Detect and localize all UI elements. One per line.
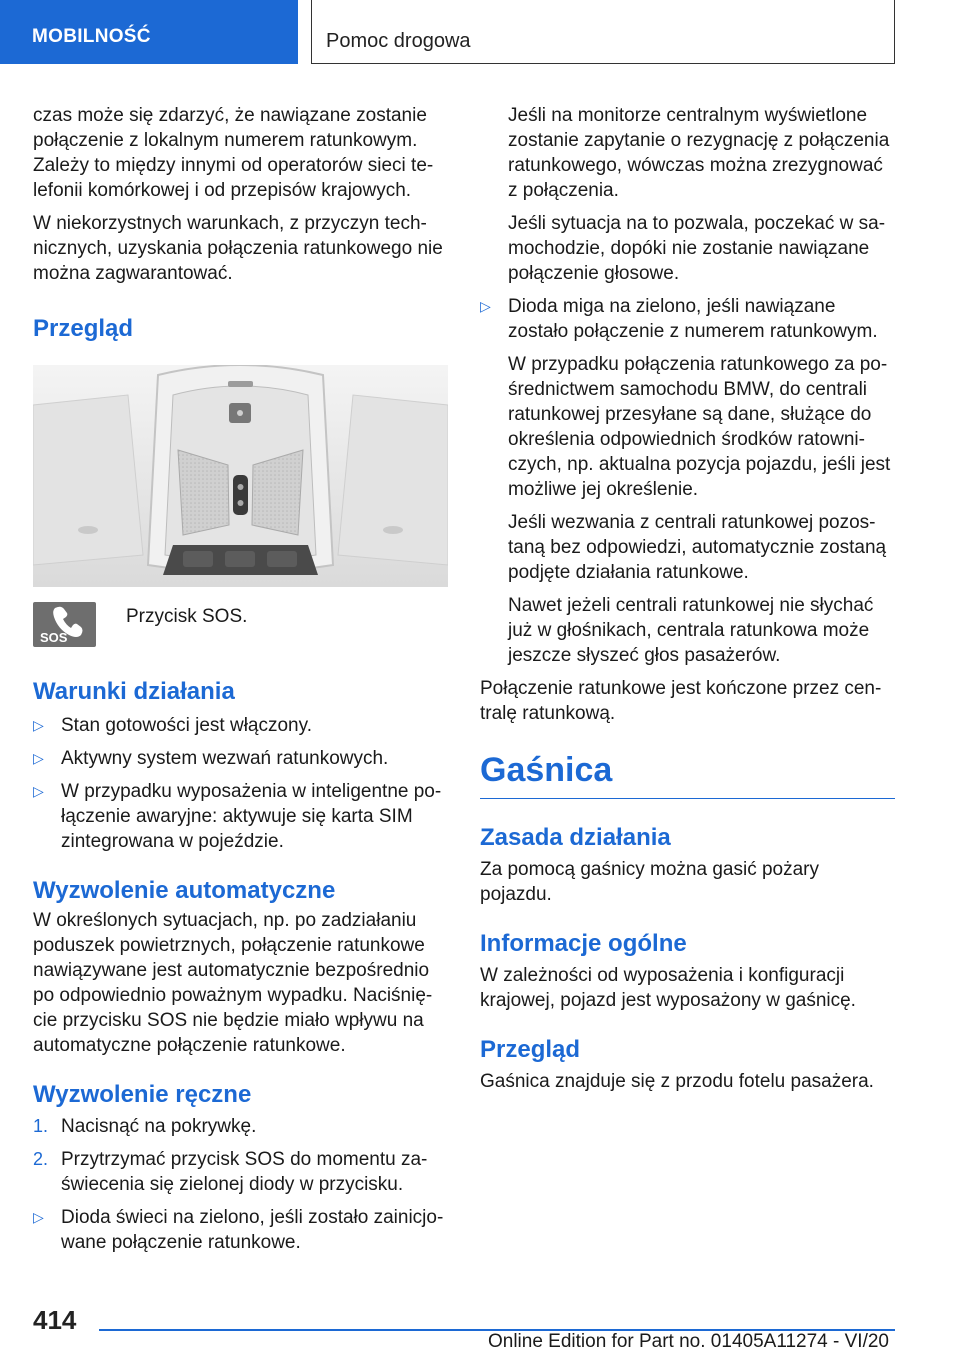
heading-auto-trigger: Wyzwolenie automatyczne: [33, 877, 336, 904]
numbered-step: [33, 1147, 448, 1197]
list-item-text: Aktywny system wezwań ratunkowych.: [61, 748, 389, 769]
list-item: [33, 1205, 448, 1255]
paragraph: Jeśli sytuacja na to pozwala, poczekać w samochodzie, dopóki nie zostanie nawiązane połączenie głosowe.: [508, 213, 886, 284]
numbered-step: [33, 1114, 448, 1139]
list-item: [33, 713, 448, 738]
paragraph: czas może się zdarzyć, że nawiązane zostanie połączenie z lokalnym numerem ratunkowym. Zależy to między innymi od operatorów sieci telefonii komórkowej i od przepisów krajowych.: [33, 105, 434, 201]
step-number: 2.: [33, 1149, 49, 1169]
paragraph: Jeśli na monitorze centralnym wyświetlone zostanie zapytanie o rezygnację z połączenia ratunkowego, wówczas można zrezygnować z połączenia.: [508, 105, 890, 201]
step-number: 1.: [33, 1116, 49, 1136]
heading-manual-trigger: Wyzwolenie ręczne: [33, 1081, 252, 1108]
paragraph: W niekorzystnych warunkach, z przyczyn technicznych, uzyskania połączenia ratunkowego nie można zagwarantować.: [33, 213, 443, 284]
right-column: [480, 103, 895, 1102]
heading-conditions: Warunki działania: [33, 678, 235, 705]
paragraph: Za pomocą gaśnicy można gasić pożary pojazdu.: [480, 859, 819, 905]
chapter-title: Pomoc drogowa: [311, 0, 895, 64]
left-column: [33, 103, 448, 1263]
page-number: 414: [33, 1305, 77, 1335]
paragraph: W przypadku połączenia ratunkowego za pośrednictwem samochodu BMW, do centrali ratunkowej przesyłane są dane, służące do określenia odpowiednich środków ratowniczych, np. aktualna pozycja pojazdu, jeśli jest możliwe jej określenie.: [508, 354, 891, 500]
heading-general-info: Informacje ogólne: [480, 930, 687, 957]
list-item-text: Dioda świeci na zielono, jeśli zostało zainicjowane połączenie ratunkowe.: [61, 1207, 444, 1253]
heading-principle: Zasada działania: [480, 824, 671, 851]
paragraph: W zależności od wyposażenia i konfiguracji krajowej, pojazd jest wyposażony w gaśnicę.: [480, 965, 856, 1011]
heading-extinguisher: Gaśnica: [480, 748, 895, 799]
step-text: Nacisnąć na pokrywkę.: [61, 1116, 257, 1137]
heading-overview-extinguisher: Przegląd: [480, 1036, 581, 1063]
list-item-text: Stan gotowości jest włączony.: [61, 715, 312, 736]
overhead-console-image: [33, 365, 448, 587]
bullet-marker: ▷: [33, 717, 44, 733]
bullet-marker: ▷: [33, 783, 44, 799]
list-item-text: Dioda miga na zielono, jeśli nawiązane zostało połączenie z numerem ratunkowym.: [508, 296, 878, 342]
sos-phone-icon: [33, 602, 96, 647]
bullet-marker: ▷: [480, 298, 491, 314]
paragraph: Jeśli wezwania z centrali ratunkowej pozostaną bez odpowiedzi, automatycznie zostaną podjęte działania ratunkowe.: [508, 512, 887, 583]
heading-overview: Przegląd: [33, 315, 134, 342]
step-text: Przytrzymać przycisk SOS do momentu zaświecenia się zielonej diody w przycisku.: [61, 1149, 428, 1195]
section-tab[interactable]: MOBILNOŚĆ: [0, 0, 298, 64]
list-item: [480, 294, 895, 344]
list-item: [33, 779, 448, 854]
bullet-marker: ▷: [33, 750, 44, 766]
list-item-text: W przypadku wyposażenia w inteligentne połączenie awaryjne: aktywuje się karta SIM zintegrowana w pojeździe.: [61, 781, 442, 852]
paragraph: Nawet jeżeli centrali ratunkowej nie słychać już w głośnikach, centrala ratunkowa może jeszcze słyszeć głos pasażerów.: [508, 595, 874, 666]
paragraph: Gaśnica znajduje się z przodu fotelu pasażera.: [480, 1071, 874, 1092]
edition-info: Online Edition for Part no. 01405A11274 - VI/20: [487, 1331, 889, 1352]
sos-icon-label: SOS: [40, 630, 68, 645]
paragraph: W określonych sytuacjach, np. po zadziałaniu poduszek powietrznych, połączenie ratunkowe nawiązywane jest automatycznie bezpośrednio po odpowiednio poważnym wypadku. Naciśnięcie przycisku SOS nie będzie miało wpływu na automatyczne połączenie ratunkowe.: [33, 910, 433, 1056]
bullet-marker: ▷: [33, 1209, 44, 1225]
paragraph: Połączenie ratunkowe jest kończone przez centralę ratunkową.: [480, 678, 882, 724]
list-item: [33, 746, 448, 771]
sos-caption: Przycisk SOS.: [126, 606, 248, 627]
sos-caption-row: [33, 602, 448, 647]
